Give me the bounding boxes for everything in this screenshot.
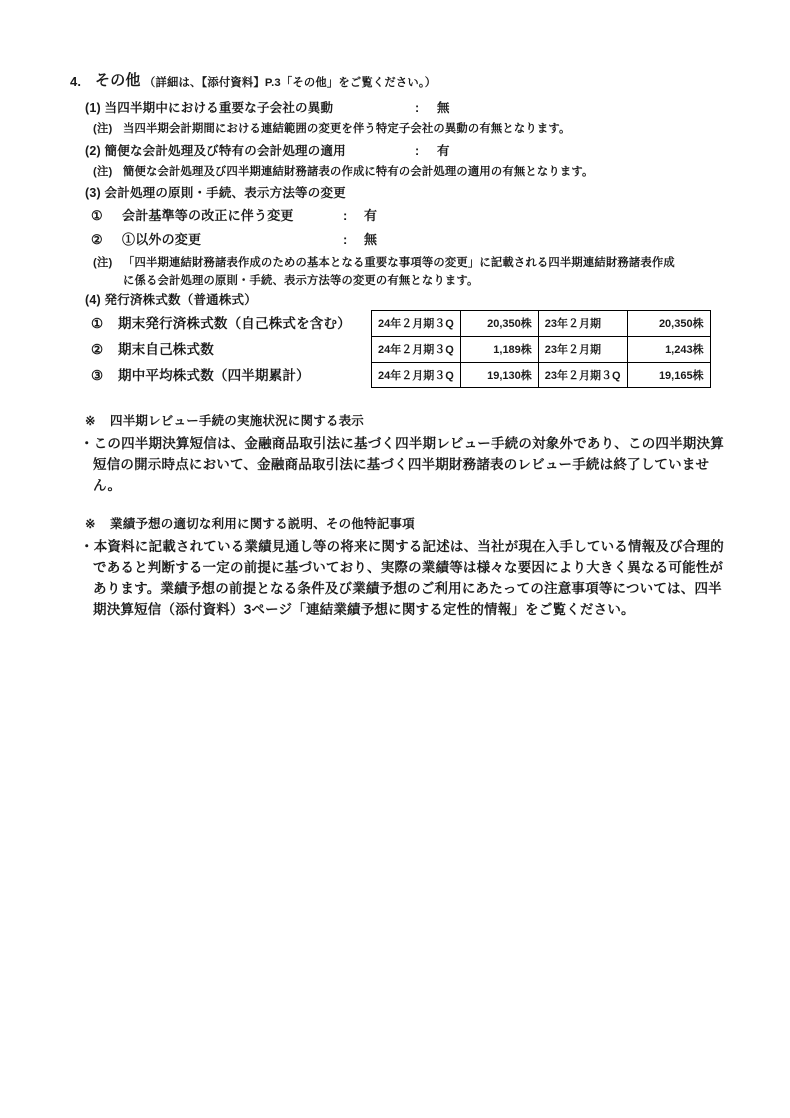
item2-colon: : xyxy=(415,144,420,158)
shares-row2-period-prior: 23年２月期 xyxy=(538,336,627,362)
shares-row2-value-current: 1,189株 xyxy=(460,336,538,362)
review-note-line2: 短信の開示時点において、金融商品取引法に基づく四半期財務諸表のレビュー手続は終了していませ xyxy=(93,457,710,472)
shares-row3-value-current: 19,130株 xyxy=(460,362,538,388)
shares-table-row xyxy=(372,311,711,337)
item3-sub1-num: ① xyxy=(91,208,103,223)
shares-row3-period-prior: 23年２月期３Q xyxy=(538,362,627,388)
item3-sub1-value: 有 xyxy=(364,208,378,223)
shares-row2-period-current: 24年２月期３Q xyxy=(372,336,461,362)
item1-value: 無 xyxy=(437,101,450,115)
item2-note-text: 簡便な会計処理及び四半期連結財務諸表の作成に特有の会計処理の適用の有無となります。 xyxy=(123,166,594,178)
shares-table-row xyxy=(372,362,711,388)
item3-note-line2: に係る会計処理の原則・手続、表示方法等の変更の有無となります。 xyxy=(123,275,479,287)
forecast-note-line2: であると判断する一定の前提に基づいており、実際の業績等は様々な要因により大きく異なる可能性が xyxy=(93,560,724,575)
item4-row1-label: 期末発行済株式数（自己株式を含む） xyxy=(118,316,351,331)
shares-row3-period-current: 24年２月期３Q xyxy=(372,362,461,388)
shares-row1-period-current: 24年２月期３Q xyxy=(372,311,461,337)
shares-row1-value-current: 20,350株 xyxy=(460,311,538,337)
item2-note-label: (注) xyxy=(93,166,113,178)
item1-colon: : xyxy=(415,101,420,115)
item3-label: (3) 会計処理の原則・手続、表示方法等の変更 xyxy=(85,186,346,200)
shares-row3-value-prior: 19,165株 xyxy=(627,362,710,388)
item4-row3-num: ③ xyxy=(91,368,104,383)
item4-label: (4) 発行済株式数（普通株式） xyxy=(85,293,257,307)
item1-note-text: 当四半期会計期間における連結範囲の変更を伴う特定子会社の異動の有無となります。 xyxy=(123,123,571,135)
review-note-line3: ん。 xyxy=(93,478,122,493)
item1-note-label: (注) xyxy=(93,123,113,135)
item4-row3-label: 期中平均株式数（四半期累計） xyxy=(118,368,310,383)
forecast-note-title: 業績予想の適切な利用に関する説明、その他特記事項 xyxy=(110,517,415,531)
item2-value: 有 xyxy=(437,144,450,158)
forecast-note-marker: ※ xyxy=(85,517,96,531)
section-title-note: （詳細は、【添付資料】P.3「その他」をご覧ください。） xyxy=(144,77,437,89)
forecast-note-line4: 期決算短信（添付資料）3ページ「連結業績予想に関する定性的情報」をご覧ください。 xyxy=(93,602,635,617)
forecast-note-line1: ・本資料に記載されている業績見通し等の将来に関する記述は、当社が現在入手している情報及び合理的 xyxy=(80,539,724,554)
item3-sub2-value: 無 xyxy=(364,232,378,247)
item3-sub2-colon: : xyxy=(343,232,348,247)
review-note-line1: ・この四半期決算短信は、金融商品取引法に基づく四半期レビュー手続の対象外であり、この四半期決算 xyxy=(80,436,724,451)
review-note-title: 四半期レビュー手続の実施状況に関する表示 xyxy=(110,414,365,428)
item1-label: (1) 当四半期中における重要な子会社の異動 xyxy=(85,101,334,115)
item3-sub2-label: ①以外の変更 xyxy=(122,232,202,247)
review-note-marker: ※ xyxy=(85,414,96,428)
item3-sub1-label: 会計基準等の改正に伴う変更 xyxy=(122,208,294,223)
item3-sub1-colon: : xyxy=(343,208,348,223)
section-number: 4. xyxy=(70,74,82,89)
shares-table xyxy=(371,310,711,388)
shares-table-row xyxy=(372,336,711,362)
forecast-note-line3: あります。業績予想の前提となる条件及び業績予想のご利用にあたっての注意事項等については、四半 xyxy=(93,581,722,596)
section-title: その他 xyxy=(95,72,141,89)
item3-note-line1: 「四半期連結財務諸表作成のための基本となる重要な事項等の変更」に記載される四半期連結財務諸表作成 xyxy=(123,257,675,269)
shares-row1-period-prior: 23年２月期 xyxy=(538,311,627,337)
item4-row2-num: ② xyxy=(91,342,104,357)
shares-row1-value-prior: 20,350株 xyxy=(627,311,710,337)
item3-sub2-num: ② xyxy=(91,232,103,247)
item4-row1-num: ① xyxy=(91,316,104,331)
shares-row2-value-prior: 1,243株 xyxy=(627,336,710,362)
item3-note-label: (注) xyxy=(93,257,113,269)
item2-label: (2) 簡便な会計処理及び特有の会計処理の適用 xyxy=(85,144,346,158)
item4-row2-label: 期末自己株式数 xyxy=(118,342,214,357)
